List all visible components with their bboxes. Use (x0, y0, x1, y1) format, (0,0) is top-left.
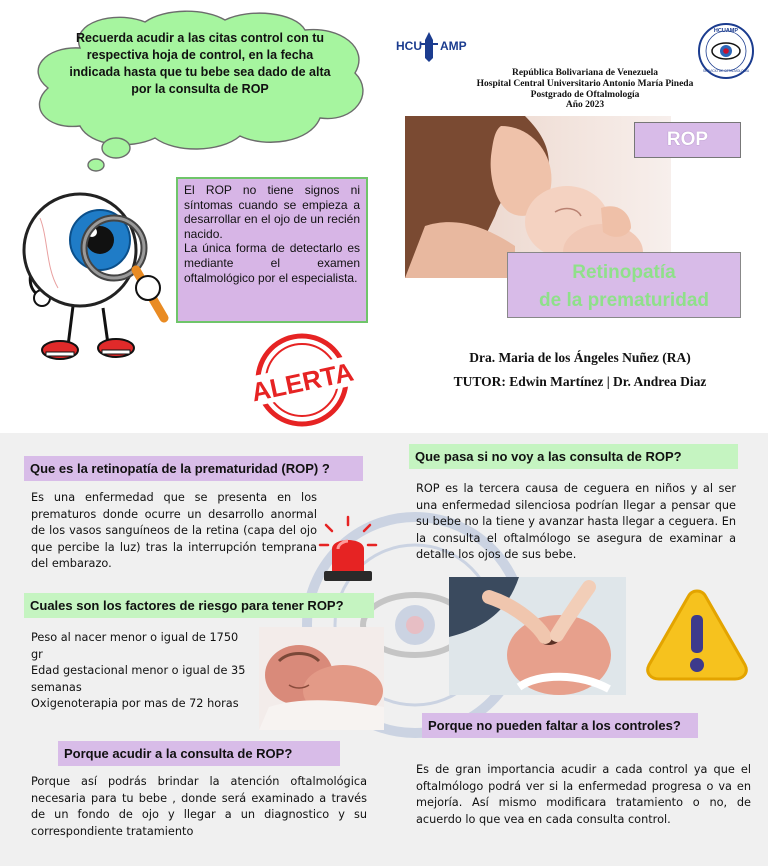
eye-mascot-illustration (18, 178, 178, 366)
heading-controles: Porque no pueden faltar a los controles? (422, 713, 698, 738)
text-que-pasa: ROP es la tercera causa de ceguera en niños y al ser una enfermedad silenciosa podrían llegar a pensar que su bebe no la tiene y avanzar hasta llegar a ceguera. En la consulta el oftalmólogo se asegura de examinar a detalle los ojos de sus bebe. (416, 482, 736, 562)
heading-que-es: Que es la retinopatía de la prematuridad (ROP) ? (24, 456, 363, 481)
institution-line: Hospital Central Universitario Antonio María Pineda (476, 78, 694, 89)
alerta-stamp (247, 330, 357, 430)
seal-bottom-text: SERVICIO DE OFTALMOLOGIA (702, 69, 750, 73)
logo-hcu-text: HCU (396, 39, 422, 53)
siren-icon (318, 515, 378, 585)
title-line-1: Retinopatía (572, 262, 676, 283)
institution-block (440, 68, 730, 111)
warning-icon (643, 585, 751, 683)
risk-factor-item: Oxigenoterapia por mas de 72 horas (31, 697, 239, 711)
hcuamp-logo (396, 28, 476, 64)
author-line: Dra. Maria de los Ángeles Nuñez (RA) (469, 350, 691, 365)
text-porque-acudir: Porque así podrás brindar la atención oftalmológica necesaria para tu bebe , donde será examinado a través de un fondo de ojo y llegar a un diagnostico y su correspondiente tratamiento (31, 775, 367, 838)
cloud-text: Recuerda acudir a las citas control con tu respectiva hoja de control, en la fecha indicada hasta que tu bebe sea dado de alta por la consulta de ROP (69, 31, 331, 96)
risk-factor-list (31, 630, 253, 713)
info-paragraph-1: El ROP no tiene signos ni síntomas cuando se empieza a desarrollar en el ojo de un recién nacido. (184, 183, 360, 241)
risk-factor-item: Edad gestacional menor o igual de 35 semanas (31, 664, 246, 694)
authors-block (410, 346, 750, 394)
alerta-text: ALERTA (248, 356, 357, 408)
heading-porque-acudir: Porque acudir a la consulta de ROP? (58, 741, 340, 766)
text-que-es: Es una enfermedad que se presenta en los prematuros donde ocurre un desarrollo anormal de los vasos sanguíneos de la retina (capa del ojo que percibe la luz) tras la interrupción temprana del embarazo. (31, 491, 317, 571)
title-badge (507, 252, 741, 318)
tutor-line: TUTOR: Edwin Martínez | Dr. Andrea Diaz (453, 374, 707, 389)
logo-amp-text: AMP (440, 39, 467, 53)
heading-que-pasa: Que pasa si no voy a las consulta de ROP? (409, 444, 738, 469)
eye-exam-photo (449, 577, 626, 695)
institution-line: Postgrado de Oftalmología (530, 89, 640, 100)
text-controles: Es de gran importancia acudir a cada control ya que el oftalmólogo podrá ver si la enfermedad progresa o va en mejoría. Así mismo modificara tratamiento o no, de acuerdo lo que vea en cada consulta control. (416, 763, 751, 826)
rop-badge: ROP (634, 122, 741, 158)
institution-line: Año 2023 (565, 100, 605, 111)
reminder-cloud (20, 8, 390, 178)
institution-line: República Bolivariana de Venezuela (512, 68, 658, 78)
info-paragraph-2: La única forma de detectarlo es mediante el examen oftalmológico por el especialista. (184, 241, 360, 285)
rop-info-box (176, 177, 368, 323)
premature-baby-photo (259, 627, 384, 730)
heading-factores: Cuales son los factores de riesgo para tener ROP? (24, 593, 374, 618)
seal-top-text: HCUAMP (713, 28, 739, 34)
title-line-2: de la prematuridad (539, 290, 709, 311)
risk-factor-item: Peso al nacer menor o igual de 1750 gr (31, 631, 239, 661)
